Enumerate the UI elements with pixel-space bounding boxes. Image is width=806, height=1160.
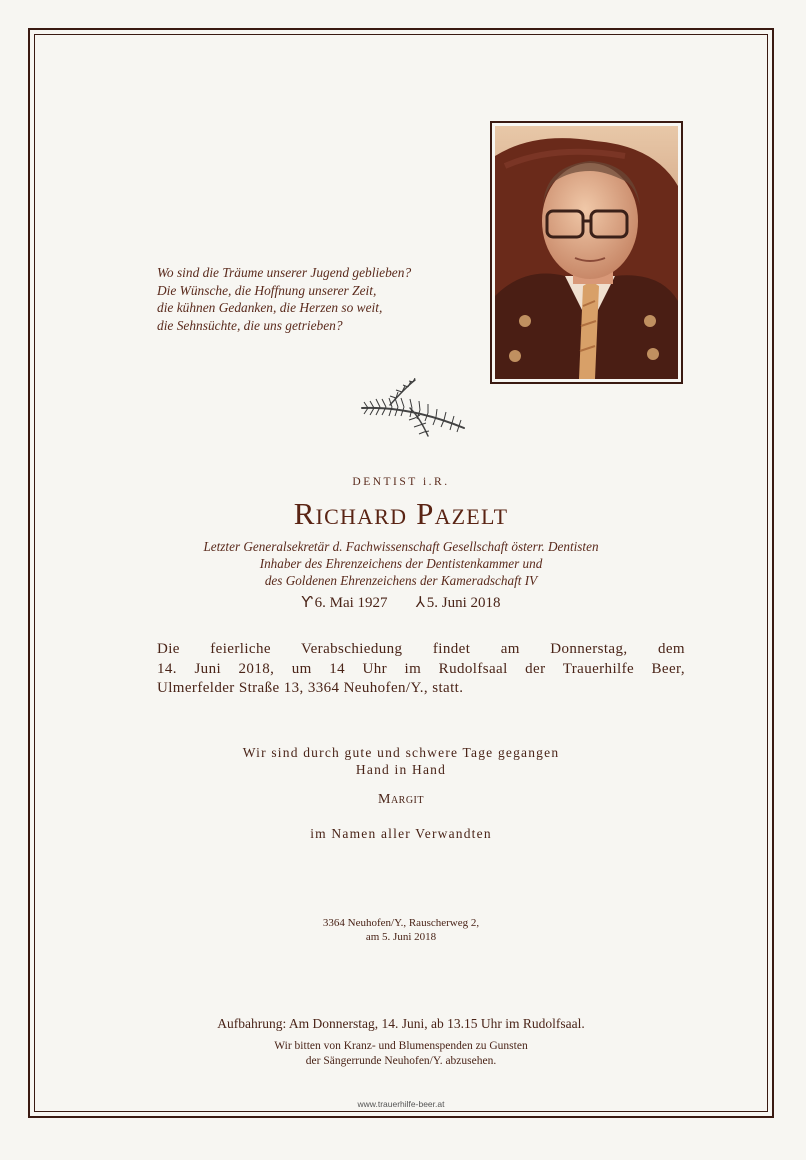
honors	[34, 538, 768, 590]
poem-line: Die Wünsche, die Hoffnung unserer Zeit,	[157, 282, 377, 298]
death-symbol-icon: ⅄	[415, 593, 425, 611]
portrait-image	[495, 126, 678, 379]
ceremony-notice	[157, 640, 685, 699]
donations-line: Wir bitten von Kranz- und Blumenspenden zu Gunsten	[274, 1040, 528, 1052]
quote-line: Wir sind durch gute und schwere Tage gegangen	[242, 745, 560, 760]
ceremony-line: Ulmerfelder Straße 13, 3364 Neuhofen/Y., statt.	[157, 680, 464, 696]
quote-line: Hand in Hand	[355, 762, 447, 777]
fir-branch-icon	[360, 378, 468, 442]
poem-line: die kühnen Gedanken, die Herzen so weit,	[157, 300, 383, 315]
death-date: 5. Juni 2018	[426, 595, 501, 611]
deceased-name: Richard Pazelt	[293, 496, 509, 531]
website-link[interactable]: www.trauerhilfe-beer.at	[357, 1099, 445, 1109]
honors-line: Letzter Generalsekretär d. Fachwissenschaft Gesellschaft österr. Dentisten	[203, 539, 599, 554]
poem-line: die Sehnsüchte, die uns getrieben?	[157, 317, 343, 333]
honors-line: Inhaber des Ehrenzeichens der Dentistenkammer und	[259, 556, 543, 572]
quote	[34, 744, 768, 778]
donations-notice	[34, 1039, 768, 1068]
relatives-line: im Namen aller Verwandten	[310, 826, 492, 841]
birth-symbol-icon: Ƴ	[301, 593, 313, 611]
ceremony-line: 14. Juni 2018, um 14 Uhr im Rudolfsaal der Trauerhilfe Beer,	[157, 660, 685, 677]
address-date: am 5. Juni 2018	[365, 931, 437, 943]
address-line: 3364 Neuhofen/Y., Rauscherweg 2,	[322, 917, 480, 929]
honors-line: des Goldenen Ehrenzeichens der Kameradschaft IV	[264, 573, 538, 589]
viewing-notice: Aufbahrung: Am Donnerstag, 14. Juni, ab 13.15 Uhr im Rudolfsaal.	[217, 1016, 585, 1031]
poem	[157, 264, 487, 334]
poem-line: Wo sind die Träume unserer Jugend geblieben?	[157, 265, 412, 280]
donations-line: der Sängerrunde Neuhofen/Y. abzusehen.	[305, 1054, 497, 1067]
birth-date: 6. Mai 1927	[314, 595, 388, 611]
signatory-name: Margit	[378, 792, 424, 807]
portrait-photo	[490, 121, 683, 384]
profession-title: DENTIST i.R.	[352, 476, 450, 488]
ceremony-line: Die feierliche Verabschiedung findet am Donnerstag, dem	[157, 641, 685, 657]
address-block	[34, 916, 768, 944]
life-dates	[34, 593, 768, 612]
